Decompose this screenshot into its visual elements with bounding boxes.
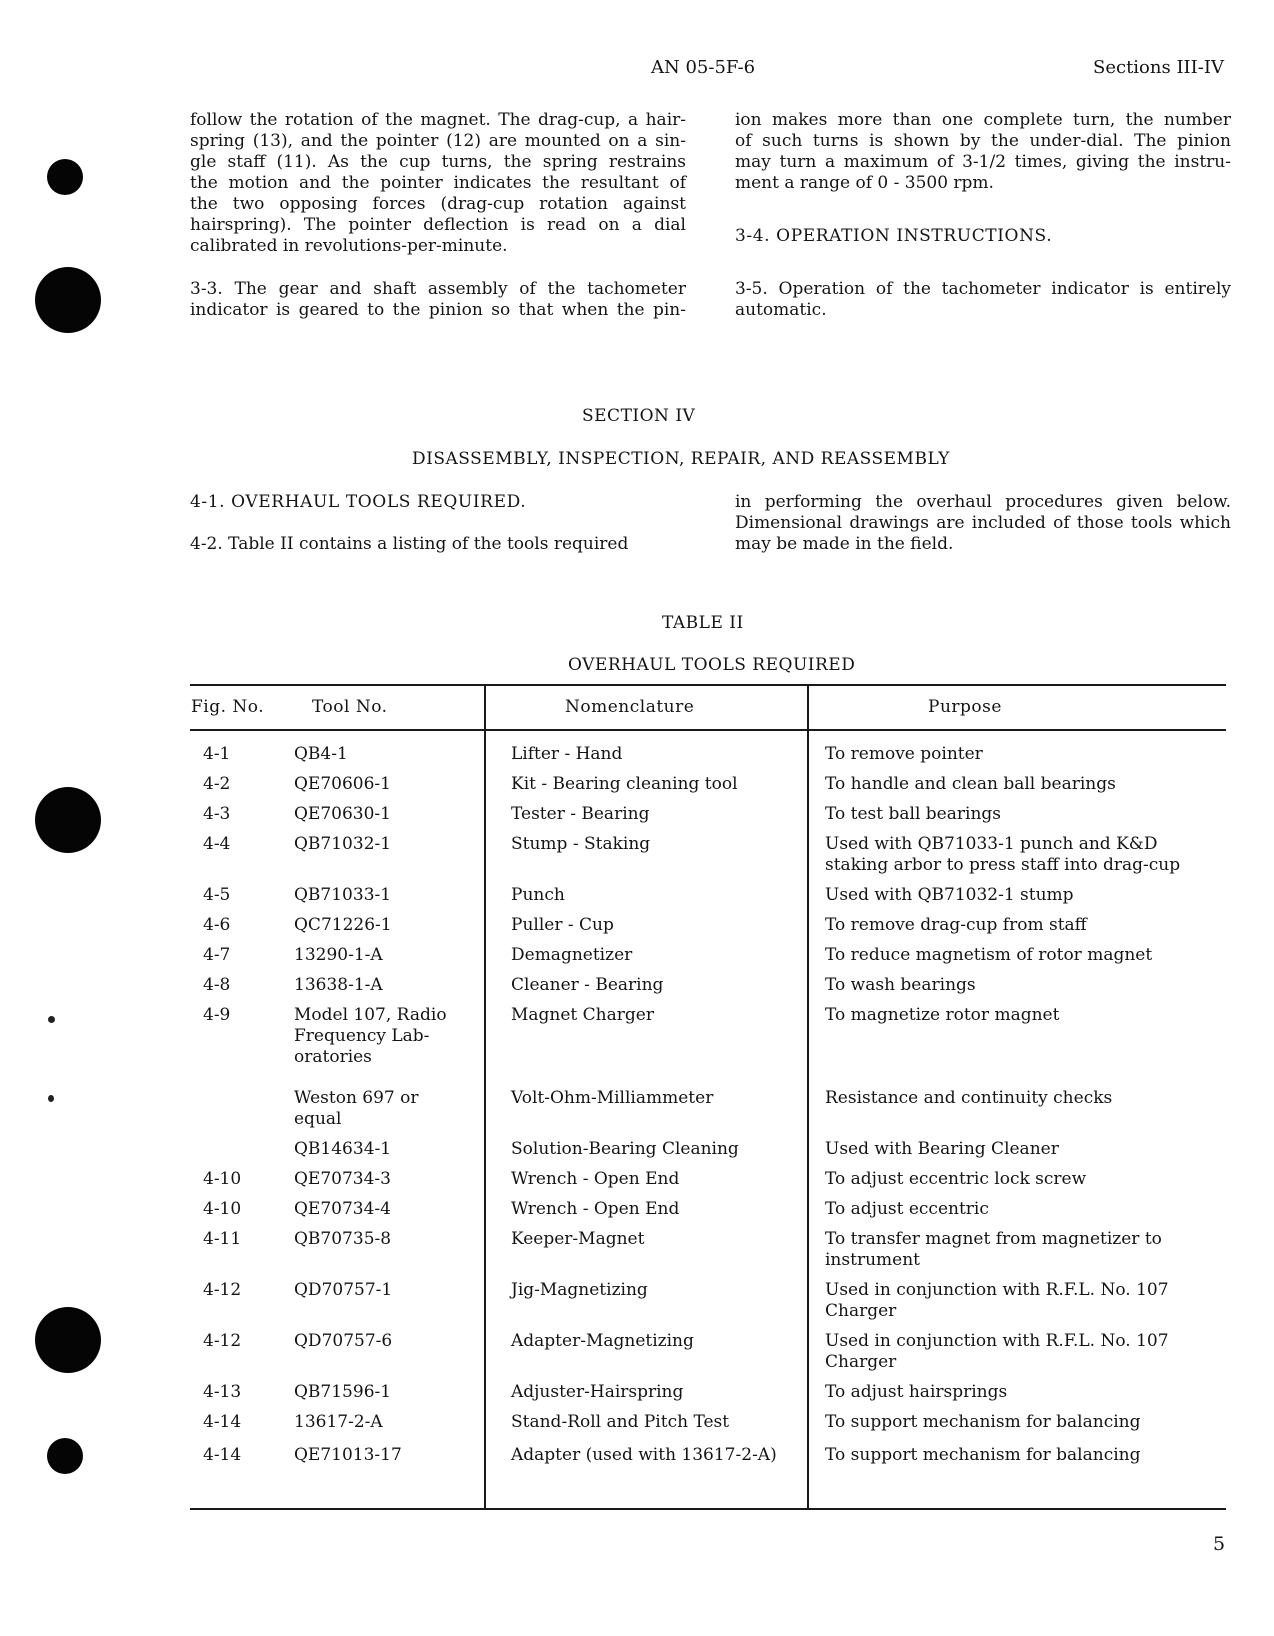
- text-line: Dimensional drawings are included of those tools which: [735, 513, 1231, 533]
- fig-number-cell: 4-10: [203, 1199, 242, 1219]
- tool-number-cell: [294, 1139, 391, 1160]
- table-column-divider: [484, 684, 486, 1510]
- margin-mark: [48, 1016, 55, 1023]
- nomenclature-cell: Stump - Staking: [511, 834, 651, 854]
- text-line: spring (13), and the pointer (12) are mounted on a sin-: [190, 131, 686, 151]
- text-line: 3-3. The gear and shaft assembly of the tachometer: [190, 279, 686, 299]
- purpose-cell: [825, 915, 1087, 936]
- cell-line: 13617-2-A: [294, 1412, 383, 1432]
- nomenclature-cell: Kit - Bearing cleaning tool: [511, 774, 738, 794]
- purpose-cell: [825, 975, 976, 996]
- purpose-cell: [825, 945, 1152, 966]
- text-line: automatic.: [735, 300, 827, 320]
- fig-number-cell: 4-7: [203, 945, 231, 965]
- nomenclature-cell: Lifter - Hand: [511, 744, 623, 764]
- fig-number-cell: 4-2: [203, 774, 231, 794]
- purpose-cell: [825, 744, 983, 765]
- cell-line: QC71226-1: [294, 915, 392, 935]
- binder-hole: [35, 267, 101, 333]
- nomenclature-cell: Cleaner - Bearing: [511, 975, 664, 995]
- cell-line: Charger: [825, 1352, 897, 1372]
- text-line: follow the rotation of the magnet. The drag-cup, a hair-: [190, 110, 686, 130]
- para-3-3: [190, 279, 686, 321]
- fig-number-cell: 4-6: [203, 915, 231, 935]
- fig-number-cell: 4-10: [203, 1169, 242, 1189]
- column-header-fig: Fig. No.: [191, 697, 265, 717]
- cell-line: To adjust eccentric: [825, 1199, 989, 1219]
- tool-number-cell: [294, 1005, 447, 1068]
- cell-line: To support mechanism for balancing: [825, 1412, 1141, 1432]
- cell-line: Used in conjunction with R.F.L. No. 107: [825, 1280, 1169, 1300]
- section-range: Sections III-IV: [1093, 57, 1224, 78]
- table-header-rule: [190, 729, 1226, 731]
- cell-line: To magnetize rotor magnet: [825, 1005, 1060, 1025]
- text-line: may be made in the field.: [735, 534, 954, 554]
- tool-number-cell: [294, 834, 391, 855]
- table-title: OVERHAUL TOOLS REQUIRED: [568, 655, 856, 675]
- nomenclature-cell: Solution-Bearing Cleaning: [511, 1139, 739, 1159]
- tool-number-cell: [294, 1412, 383, 1433]
- purpose-cell: [825, 774, 1116, 795]
- nomenclature-cell: Wrench - Open End: [511, 1199, 680, 1219]
- para-3-2-continued: [190, 110, 686, 257]
- cell-line: QD70757-6: [294, 1331, 393, 1351]
- cell-line: Charger: [825, 1301, 897, 1321]
- margin-mark: [48, 1095, 54, 1102]
- text-line: indicator is geared to the pinion so that when the pin-: [190, 300, 686, 320]
- tool-number-cell: [294, 975, 383, 996]
- cell-line: QE70606-1: [294, 774, 391, 794]
- fig-number-cell: 4-1: [203, 744, 231, 764]
- tool-number-cell: [294, 1382, 391, 1403]
- nomenclature-cell: Puller - Cup: [511, 915, 614, 935]
- tool-number-cell: [294, 915, 392, 936]
- tool-number-cell: [294, 804, 391, 825]
- cell-line: QB71032-1: [294, 834, 392, 854]
- purpose-cell: [825, 1199, 989, 1220]
- cell-line: Frequency Lab-: [294, 1026, 430, 1046]
- cell-line: To remove drag-cup from staff: [825, 915, 1087, 935]
- nomenclature-cell: Volt-Ohm-Milliammeter: [511, 1088, 714, 1108]
- fig-number-cell: 4-13: [203, 1382, 242, 1402]
- tool-number-cell: [294, 1280, 392, 1301]
- tool-number-cell: [294, 744, 348, 765]
- fig-number-cell: 4-14: [203, 1445, 242, 1465]
- fig-number-cell: 4-14: [203, 1412, 242, 1432]
- para-4-2-continued: [735, 492, 1231, 555]
- fig-number-cell: 4-12: [203, 1331, 242, 1351]
- doc-number: AN 05-5F-6: [651, 57, 756, 78]
- heading-4-1: 4-1. OVERHAUL TOOLS REQUIRED.: [190, 492, 527, 512]
- cell-line: Weston 697 or: [294, 1088, 419, 1108]
- binder-hole: [35, 1307, 101, 1373]
- text-line: ion makes more than one complete turn, the number: [735, 110, 1231, 130]
- text-line: 3-5. Operation of the tachometer indicator is entirely: [735, 279, 1231, 299]
- nomenclature-cell: Adapter-Magnetizing: [511, 1331, 694, 1351]
- cell-line: To remove pointer: [825, 744, 983, 764]
- cell-line: To transfer magnet from magnetizer to: [825, 1229, 1162, 1249]
- cell-line: Used in conjunction with R.F.L. No. 107: [825, 1331, 1169, 1351]
- tool-number-cell: [294, 885, 391, 906]
- purpose-cell: [825, 1088, 1112, 1109]
- cell-line: 13638-1-A: [294, 975, 383, 995]
- cell-line: To adjust eccentric lock screw: [825, 1169, 1087, 1189]
- tool-number-cell: [294, 1445, 402, 1466]
- purpose-cell: [825, 885, 1074, 906]
- purpose-cell: [825, 1005, 1059, 1026]
- text-line: hairspring). The pointer deflection is read on a dial: [190, 215, 686, 235]
- heading-3-4: 3-4. OPERATION INSTRUCTIONS.: [735, 226, 1053, 246]
- cell-line: QE70734-3: [294, 1169, 391, 1189]
- tool-number-cell: [294, 1331, 392, 1352]
- nomenclature-cell: Tester - Bearing: [511, 804, 650, 824]
- cell-line: Used with QB71032-1 stump: [825, 885, 1074, 905]
- purpose-cell: [825, 1412, 1141, 1433]
- purpose-cell: [825, 1139, 1059, 1160]
- purpose-cell: [825, 804, 1001, 825]
- fig-number-cell: 4-8: [203, 975, 231, 995]
- fig-number-cell: 4-3: [203, 804, 231, 824]
- para-3-5: [735, 279, 1231, 321]
- tool-number-cell: [294, 774, 391, 795]
- text-line: gle staff (11). As the cup turns, the spring restrains: [190, 152, 686, 172]
- column-header-purpose: Purpose: [928, 697, 1002, 717]
- cell-line: QE70734-4: [294, 1199, 391, 1219]
- purpose-cell: [825, 1229, 1162, 1271]
- cell-line: To reduce magnetism of rotor magnet: [825, 945, 1153, 965]
- purpose-cell: [825, 1382, 1007, 1403]
- cell-line: staking arbor to press staff into drag-cup: [825, 855, 1181, 875]
- tool-number-cell: [294, 1199, 391, 1220]
- cell-line: Model 107, Radio: [294, 1005, 447, 1025]
- page-number: 5: [1213, 1533, 1226, 1555]
- nomenclature-cell: Jig-Magnetizing: [511, 1280, 648, 1300]
- cell-line: Used with Bearing Cleaner: [825, 1139, 1059, 1159]
- table-column-divider: [807, 684, 809, 1510]
- purpose-cell: [825, 1169, 1086, 1190]
- tool-number-cell: [294, 945, 383, 966]
- column-header-tool: Tool No.: [312, 697, 388, 717]
- cell-line: QE71013-17: [294, 1445, 402, 1465]
- nomenclature-cell: Keeper-Magnet: [511, 1229, 645, 1249]
- para-4-2: 4-2. Table II contains a listing of the tools required: [190, 534, 629, 554]
- text-line: may turn a maximum of 3-1/2 times, giving the instru-: [735, 152, 1231, 172]
- fig-number-cell: 4-4: [203, 834, 231, 854]
- cell-line: QB70735-8: [294, 1229, 392, 1249]
- text-line: the motion and the pointer indicates the resultant of: [190, 173, 686, 193]
- binder-hole: [35, 787, 101, 853]
- cell-line: To adjust hairsprings: [825, 1382, 1008, 1402]
- table-number: TABLE II: [662, 613, 744, 633]
- cell-line: To support mechanism for balancing: [825, 1445, 1141, 1465]
- cell-line: QB4-1: [294, 744, 348, 764]
- text-line: calibrated in revolutions-per-minute.: [190, 236, 508, 256]
- fig-number-cell: 4-12: [203, 1280, 242, 1300]
- cell-line: 13290-1-A: [294, 945, 383, 965]
- cell-line: To test ball bearings: [825, 804, 1002, 824]
- nomenclature-cell: Wrench - Open End: [511, 1169, 680, 1189]
- tool-number-cell: [294, 1229, 391, 1250]
- cell-line: QE70630-1: [294, 804, 391, 824]
- cell-line: QB14634-1: [294, 1139, 392, 1159]
- cell-line: oratories: [294, 1047, 372, 1067]
- text-line: ment a range of 0 - 3500 rpm.: [735, 173, 994, 193]
- text-line: in performing the overhaul procedures given below.: [735, 492, 1231, 512]
- cell-line: equal: [294, 1109, 342, 1129]
- cell-line: QB71033-1: [294, 885, 392, 905]
- cell-line: Used with QB71033-1 punch and K&D: [825, 834, 1158, 854]
- tool-number-cell: [294, 1169, 391, 1190]
- text-line: the two opposing forces (drag-cup rotation against: [190, 194, 686, 214]
- purpose-cell: [825, 1280, 1169, 1322]
- nomenclature-cell: Adjuster-Hairspring: [511, 1382, 684, 1402]
- fig-number-cell: 4-9: [203, 1005, 231, 1025]
- para-3-3-continued: [735, 110, 1231, 194]
- nomenclature-cell: Stand-Roll and Pitch Test: [511, 1412, 730, 1432]
- column-header-nomenclature: Nomenclature: [565, 697, 695, 717]
- tool-number-cell: [294, 1088, 419, 1130]
- cell-line: QB71596-1: [294, 1382, 392, 1402]
- cell-line: QD70757-1: [294, 1280, 393, 1300]
- purpose-cell: [825, 1331, 1169, 1373]
- table-top-rule: [190, 684, 1226, 686]
- cell-line: instrument: [825, 1250, 920, 1270]
- nomenclature-cell: Demagnetizer: [511, 945, 633, 965]
- cell-line: To handle and clean ball bearings: [825, 774, 1116, 794]
- purpose-cell: [825, 834, 1180, 876]
- fig-number-cell: 4-5: [203, 885, 231, 905]
- cell-line: Resistance and continuity checks: [825, 1088, 1113, 1108]
- binder-hole: [47, 1438, 83, 1474]
- nomenclature-cell: Punch: [511, 885, 565, 905]
- nomenclature-cell: Magnet Charger: [511, 1005, 654, 1025]
- binder-hole: [47, 159, 83, 195]
- purpose-cell: [825, 1445, 1141, 1466]
- cell-line: To wash bearings: [825, 975, 976, 995]
- nomenclature-cell: Adapter (used with 13617-2-A): [511, 1445, 777, 1465]
- text-line: of such turns is shown by the under-dial. The pinion: [735, 131, 1231, 151]
- table-bottom-rule: [190, 1508, 1226, 1510]
- section-subtitle: DISASSEMBLY, INSPECTION, REPAIR, AND REASSEMBLY: [412, 449, 950, 469]
- fig-number-cell: 4-11: [203, 1229, 242, 1249]
- section-title: SECTION IV: [582, 406, 696, 426]
